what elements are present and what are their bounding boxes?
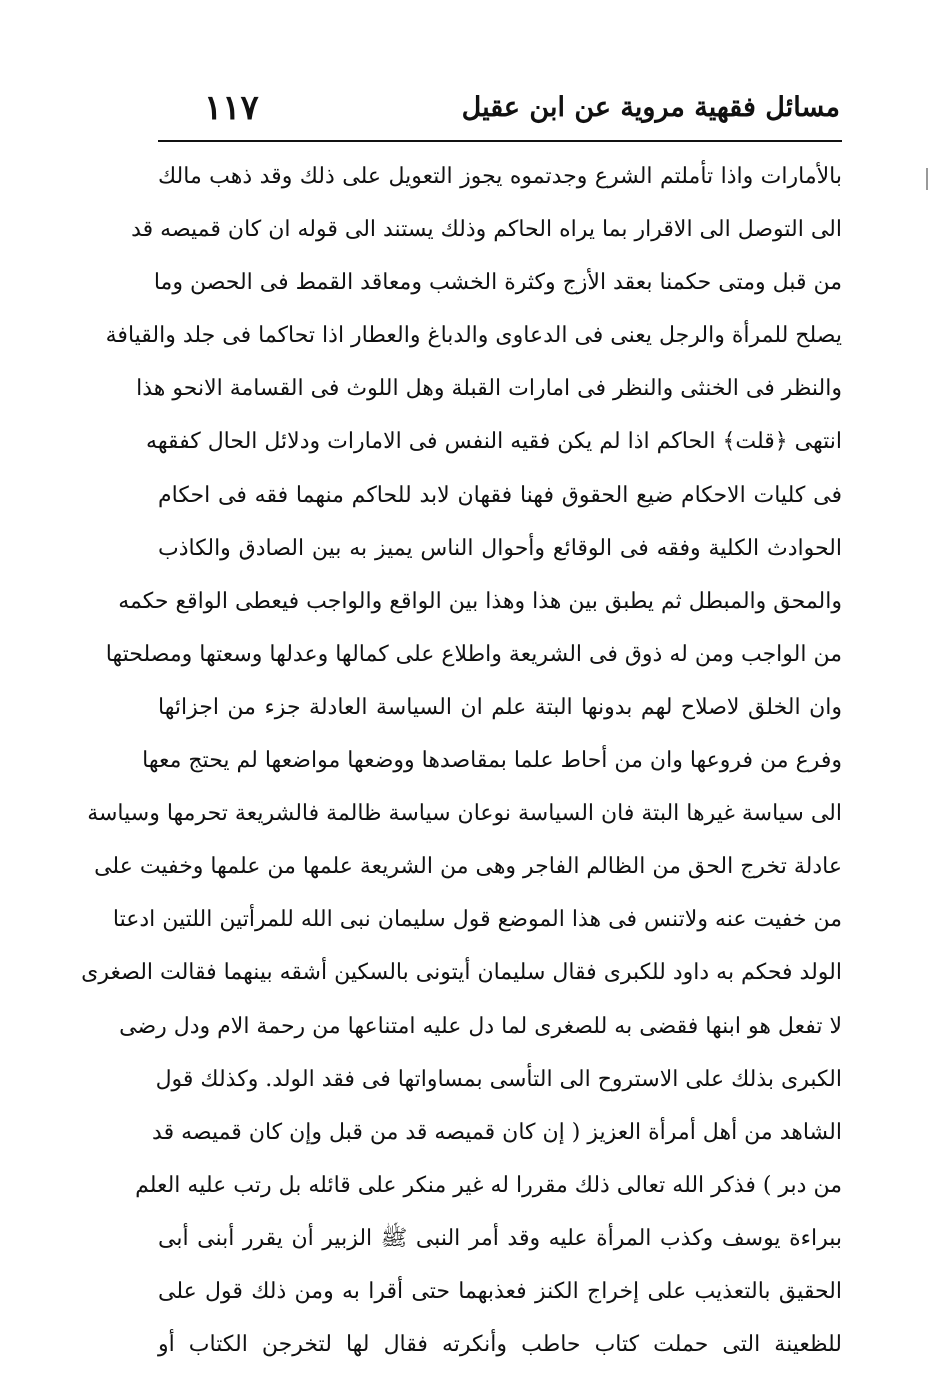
text-line: انتهى ﴿قلت﴾ الحاكم اذا لم يكن فقيه النفس فى الامارات ودلائل الحال كفقهه [146,429,842,455]
text-line: ببراءة يوسف وكذب المرأة عليه وقد أمر النبى ﷺ الزبير أن يقرر أبنى أبى [158,1225,842,1251]
text-line: من قبل ومتى حكمنا بعقد الأزج وكثرة الخشب ومعاقد القمط فى الحصن وما [153,270,842,296]
text-line: وان الخلق لاصلاح لهم بدونها البتة علم ان السياسة العادلة جزء من اجزائها [158,694,842,720]
text-line: من خفيت عنه ولاتنس فى هذا الموضع قول سليمان نبى الله للمرأتين اللتين ادعتا [112,907,842,933]
text-line: الشاهد من أهل أمرأة العزيز ( إن كان قميصه قد من قبل وإن كان قميصه قد [152,1119,842,1145]
text-line: يصلح للمرأة والرجل يعنى فى الدعاوى والدباغ والعطار اذا تحاكما فى جلد والقيافة [105,323,842,349]
text-line: الكبرى بذلك على الاستروح الى التأسى بمساواتها فى فقد الولد. وكذلك قول [155,1066,842,1092]
page-header [160,88,840,136]
body-text [81,150,842,1371]
text-line: الى التوصل الى الاقرار بما يراه الحاكم وذلك يستند الى قوله ان كان قميصه قد [131,217,842,243]
text-line: الولد فحكم به داود للكبرى فقال سليمان أيتونى بالسكين أشقه بينهما فقالت الصغرى [81,960,842,986]
text-line: فى كليات الاحكام ضيع الحقوق فهنا فقهان لابد للحاكم منهما فقه فى احكام [158,482,842,508]
text-line: لا تفعل هو ابنها فقضى به للصغرى لما دل عليه امتناعها من رحمة الام ودل رضى [119,1013,842,1039]
running-title: مسائل فقهية مروية عن ابن عقيل [461,92,840,123]
page-number: ١١٧ [204,88,259,128]
text-line: والمحق والمبطل ثم يطبق بين هذا وهذا بين الواقع والواجب فيعطى الواقع حكمه [118,588,842,614]
text-line: والنظر فى الخنثى والنظر فى امارات القبلة وهل اللوث فى القسامة الانحو هذا [136,376,842,402]
text-line: بالأمارات واذا تأملتم الشرع وجدتموه يجوز التعويل على ذلك وقد ذهب مالك [158,164,842,189]
text-line: عادلة تخرج الحق من الظالم الفاجر وهى من الشريعة علمها من علمها وخفيت على [94,854,842,880]
text-line: وفرع من فروعها وان من أحاط علما بمقاصدها ووضعها مواضعها لم يحتج معها [142,748,842,774]
header-rule [158,140,842,142]
text-line: للظعينة التى حملت كتاب حاطب وأنكرته فقال لها لتخرجن الكتاب أو [158,1332,842,1358]
text-line: الحقيق بالتعذيب على إخراج الكنز فعذبهما حتى أقرا به ومن ذلك قول على [158,1278,842,1304]
text-line: الى سياسة غيرها البتة فان السياسة نوعان سياسة ظالمة فالشريعة تحرمها وسياسة [87,801,842,827]
text-line: الحوادث الكلية وفقه فى الوقائع وأحوال الناس يميز به بين الصادق والكاذب [158,535,842,561]
text-line: من الواجب ومن له ذوق فى الشريعة واطلاع على كمالها وعدلها وسعتها ومصلحتها [105,641,842,667]
margin-mark [926,168,928,190]
text-line: من دبر ) فذكر الله تعالى ذلك مقررا له غير منكر على قائله بل رتب عليه العلم [135,1172,842,1198]
